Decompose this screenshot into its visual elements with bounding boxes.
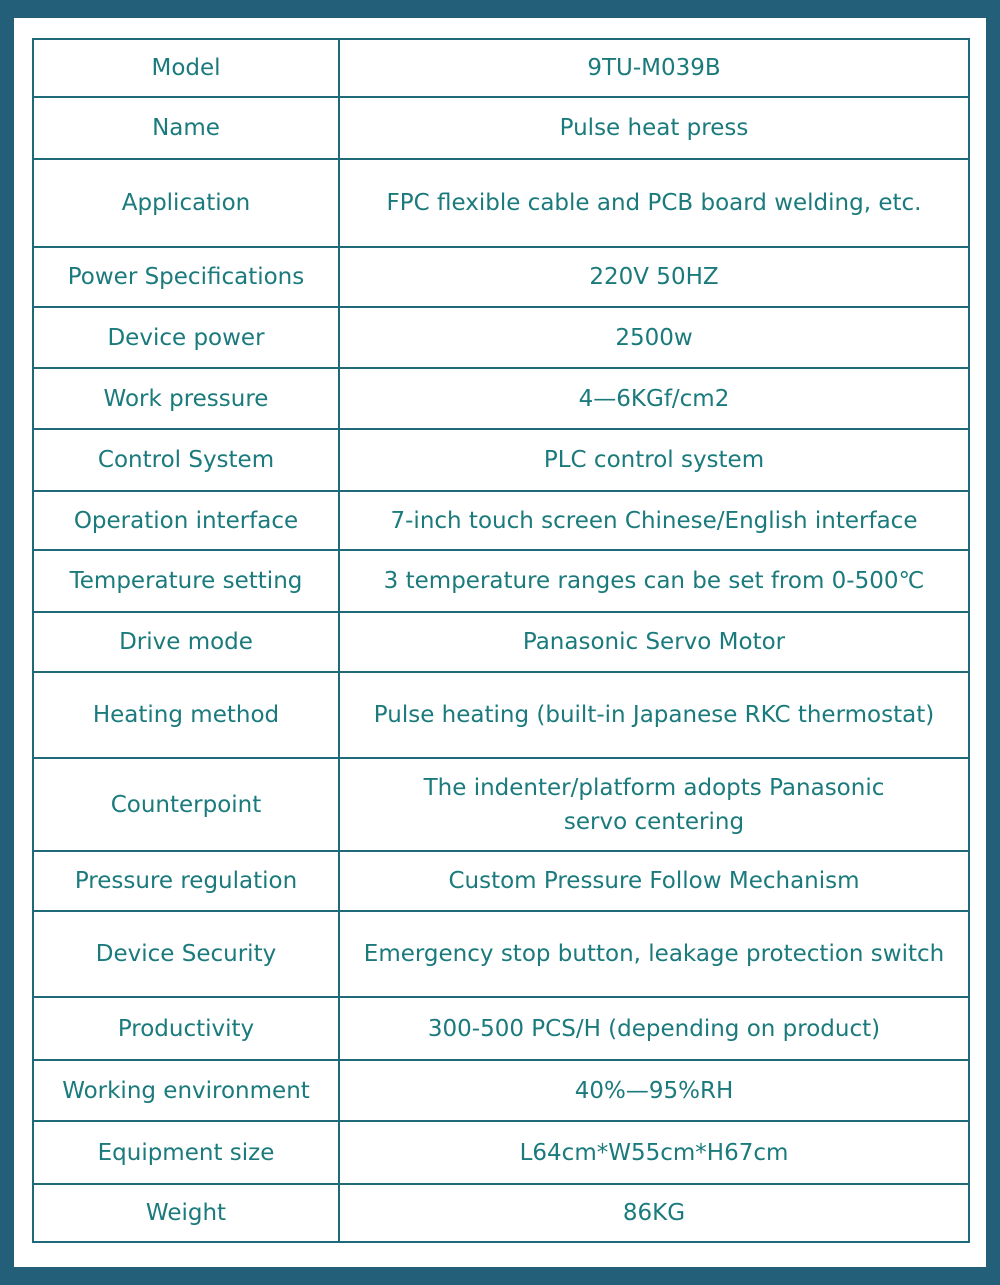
label-heating-method: Heating method <box>33 672 339 758</box>
value-device-security: Emergency stop button, leakage protection switch <box>339 911 969 997</box>
value-work-pressure: 4—6KGf/cm2 <box>339 368 969 429</box>
row-equipment-size <box>33 1121 969 1184</box>
row-application <box>33 159 969 247</box>
label-working-environment: Working environment <box>33 1060 339 1121</box>
row-weight <box>33 1184 969 1242</box>
label-device-security: Device Security <box>33 911 339 997</box>
spec-table <box>32 38 970 1243</box>
label-counterpoint: Counterpoint <box>33 758 339 851</box>
value-temperature-setting: 3 temperature ranges can be set from 0-500℃ <box>339 550 969 612</box>
value-working-environment: 40%—95%RH <box>339 1060 969 1121</box>
label-device-power: Device power <box>33 307 339 368</box>
value-power-specifications: 220V 50HZ <box>339 247 969 307</box>
value-productivity: 300-500 PCS/H (depending on product) <box>339 997 969 1060</box>
value-heating-method: Pulse heating (built-in Japanese RKC thermostat) <box>339 672 969 758</box>
label-control-system: Control System <box>33 429 339 491</box>
value-application: FPC flexible cable and PCB board welding, etc. <box>339 159 969 247</box>
value-equipment-size: L64cm*W55cm*H67cm <box>339 1121 969 1184</box>
label-pressure-regulation: Pressure regulation <box>33 851 339 911</box>
value-model: 9TU-M039B <box>339 39 969 97</box>
value-weight: 86KG <box>339 1184 969 1242</box>
label-operation-interface: Operation interface <box>33 491 339 550</box>
row-device-security <box>33 911 969 997</box>
row-operation-interface <box>33 491 969 550</box>
row-name <box>33 97 969 159</box>
row-device-power <box>33 307 969 368</box>
row-drive-mode <box>33 612 969 672</box>
row-temperature-setting <box>33 550 969 612</box>
label-name: Name <box>33 97 339 159</box>
row-power-specifications <box>33 247 969 307</box>
label-productivity: Productivity <box>33 997 339 1060</box>
row-working-environment <box>33 1060 969 1121</box>
row-counterpoint <box>33 758 969 851</box>
value-pressure-regulation: Custom Pressure Follow Mechanism <box>339 851 969 911</box>
label-temperature-setting: Temperature setting <box>33 550 339 612</box>
label-power-specifications: Power Specifications <box>33 247 339 307</box>
value-drive-mode: Panasonic Servo Motor <box>339 612 969 672</box>
value-counterpoint-line1: The indenter/platform adopts Panasonic <box>423 774 885 801</box>
label-work-pressure: Work pressure <box>33 368 339 429</box>
label-model: Model <box>33 39 339 97</box>
label-application: Application <box>33 159 339 247</box>
value-counterpoint-line2: servo centering <box>563 808 745 835</box>
value-device-power: 2500w <box>339 307 969 368</box>
value-name: Pulse heat press <box>339 97 969 159</box>
value-counterpoint <box>339 758 969 851</box>
row-model <box>33 39 969 97</box>
row-heating-method <box>33 672 969 758</box>
label-drive-mode: Drive mode <box>33 612 339 672</box>
label-equipment-size: Equipment size <box>33 1121 339 1184</box>
row-pressure-regulation <box>33 851 969 911</box>
value-operation-interface: 7-inch touch screen Chinese/English interface <box>339 491 969 550</box>
row-work-pressure <box>33 368 969 429</box>
label-weight: Weight <box>33 1184 339 1242</box>
spec-card <box>14 18 986 1267</box>
value-control-system: PLC control system <box>339 429 969 491</box>
row-control-system <box>33 429 969 491</box>
row-productivity <box>33 997 969 1060</box>
